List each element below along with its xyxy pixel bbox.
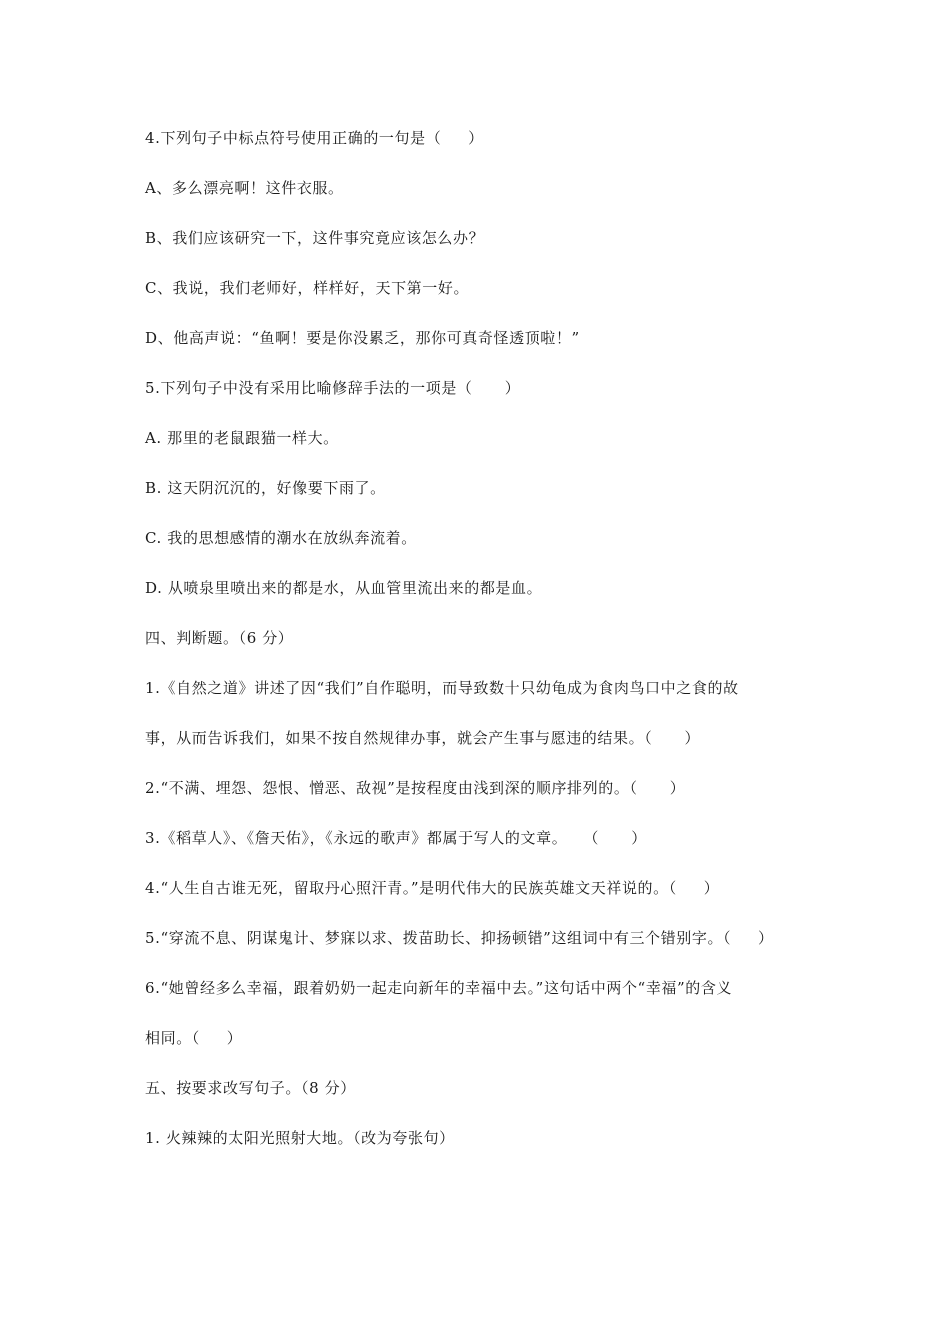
judgment-1-line-2: 事，从而告诉我们，如果不按自然规律办事，就会产生事与愿违的结果。（ ） [145,729,701,747]
judgment-1-line-1: 1.《自然之道》讲述了因“我们”自作聪明，而导致数十只幼龟成为食肉鸟口中之食的故 [145,679,739,697]
rewrite-1: 1. 火辣辣的太阳光照射大地。（改为夸张句） [145,1129,455,1147]
question-4-stem: 4.下列句子中标点符号使用正确的一句是（ ） [145,129,484,147]
question-5-option-a: A. 那里的老鼠跟猫一样大。 [145,429,339,447]
judgment-6-line-1: 6.“她曾经多么幸福，跟着奶奶一起走向新年的幸福中去。”这句话中两个“幸福”的含义 [145,979,733,997]
judgment-5: 5.“穿流不息、阴谋鬼计、梦寐以求、拨苗助长、抑扬顿错”这组词中有三个错别字。（ ） [145,929,774,947]
question-5-option-b: B. 这天阴沉沉的，好像要下雨了。 [145,479,386,497]
question-4-option-b: B、我们应该研究一下，这件事究竟应该怎么办？ [145,229,485,247]
section-4-heading: 四、判断题。（6 分） [145,629,294,647]
question-4-option-c: C、我说，我们老师好，样样好，天下第一好。 [145,279,470,297]
question-5-stem: 5.下列句子中没有采用比喻修辞手法的一项是（ ） [145,379,521,397]
judgment-2: 2.“不满、埋怨、怨恨、憎恶、敌视”是按程度由浅到深的顺序排列的。（ ） [145,779,686,797]
judgment-3: 3.《稻草人》、《詹天佑》，《永远的歌声》都属于写人的文章。 （ ） [145,829,647,847]
question-5-option-c: C. 我的思想感情的潮水在放纵奔流着。 [145,529,417,547]
question-4-option-d: D、他高声说：“鱼啊！要是你没累乏，那你可真奇怪透顶啦！” [145,329,580,347]
section-5-heading: 五、按要求改写句子。（8 分） [145,1079,356,1097]
judgment-4: 4.“人生自古谁无死，留取丹心照汗青。”是明代伟大的民族英雄文天祥说的。（ ） [145,879,720,897]
question-5-option-d: D. 从喷泉里喷出来的都是水，从血管里流出来的都是血。 [145,579,543,597]
judgment-6-line-2: 相同。（ ） [145,1029,243,1047]
question-4-option-a: A、多么漂亮啊！这件衣服。 [145,179,344,197]
